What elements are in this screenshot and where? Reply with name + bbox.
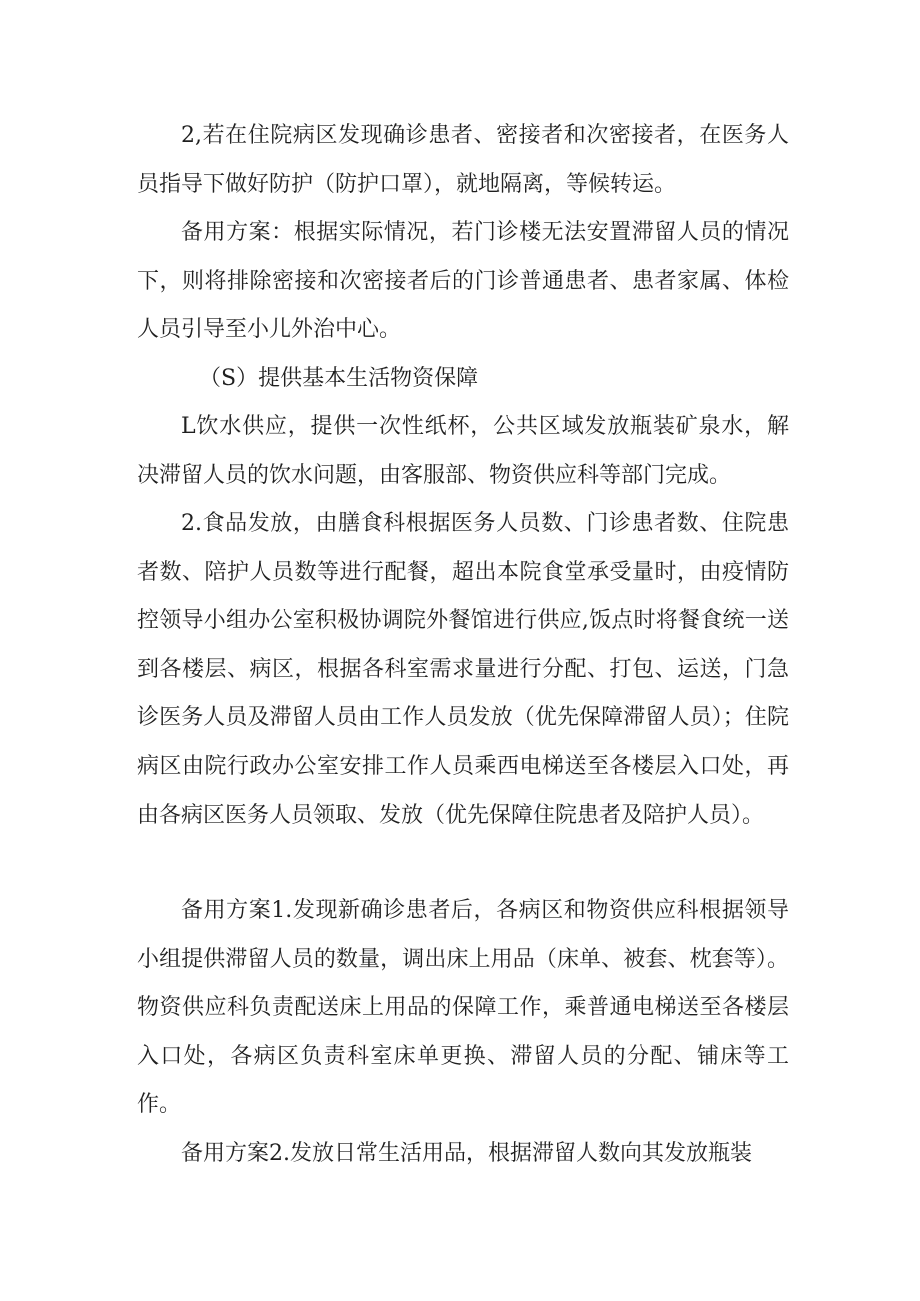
paragraph-backup-plan-1: 备用方案1.发现新确诊患者后，各病区和物资供应科根据领导小组提供滞留人员的数量，调出床上用品（床单、被套、枕套等）。物资供应科负责配送床上用品的保障工作，乘普通电梯送至各楼层入口处，各病区负责科室床单更换、滞留人员的分配、铺床等工作。 — [137, 898, 789, 1118]
paragraph-backup-plan: 备用方案：根据实际情况，若门诊楼无法安置滞留人员的情况下，则将排除密接和次密接者后的门诊普通患者、患者家属、体检人员引导至小儿外治中心。 — [137, 220, 789, 343]
paragraph-isolation: 2,若在住院病区发现确诊患者、密接者和次密接者，在医务人员指导下做好防护（防护口罩），就地隔离，等候转运。 — [137, 123, 789, 197]
paragraph-food-distribution: 2.食品发放，由膳食科根据医务人员数、门诊患者数、住院患者数、陪护人员数等进行配餐，超出本院食堂承受量时，由疫情防控领导小组办公室积极协调院外餐馆进行供应,饭点时将餐食统一送到各楼层、病区，根据各科室需求量进行分配、打包、运送，门急诊医务人员及滞留人员由工作人员发放（优先保障滞留人员）；住院病区由院行政办公室安排工作人员乘西电梯送至各楼层入口处，再由各病区医务人员领取、发放（优先保障住院患者及陪护人员）。 — [137, 511, 789, 828]
section-heading: （S）提供基本生活物资保障 — [199, 366, 479, 391]
paragraph-water-supply: L饮水供应，提供一次性纸杯，公共区域发放瓶装矿泉水，解决滞留人员的饮水问题，由客服部、物资供应科等部门完成。 — [137, 414, 789, 488]
paragraph-backup-plan-2: 备用方案2.发放日常生活用品，根据滞留人数向其发放瓶装 — [181, 1141, 752, 1166]
